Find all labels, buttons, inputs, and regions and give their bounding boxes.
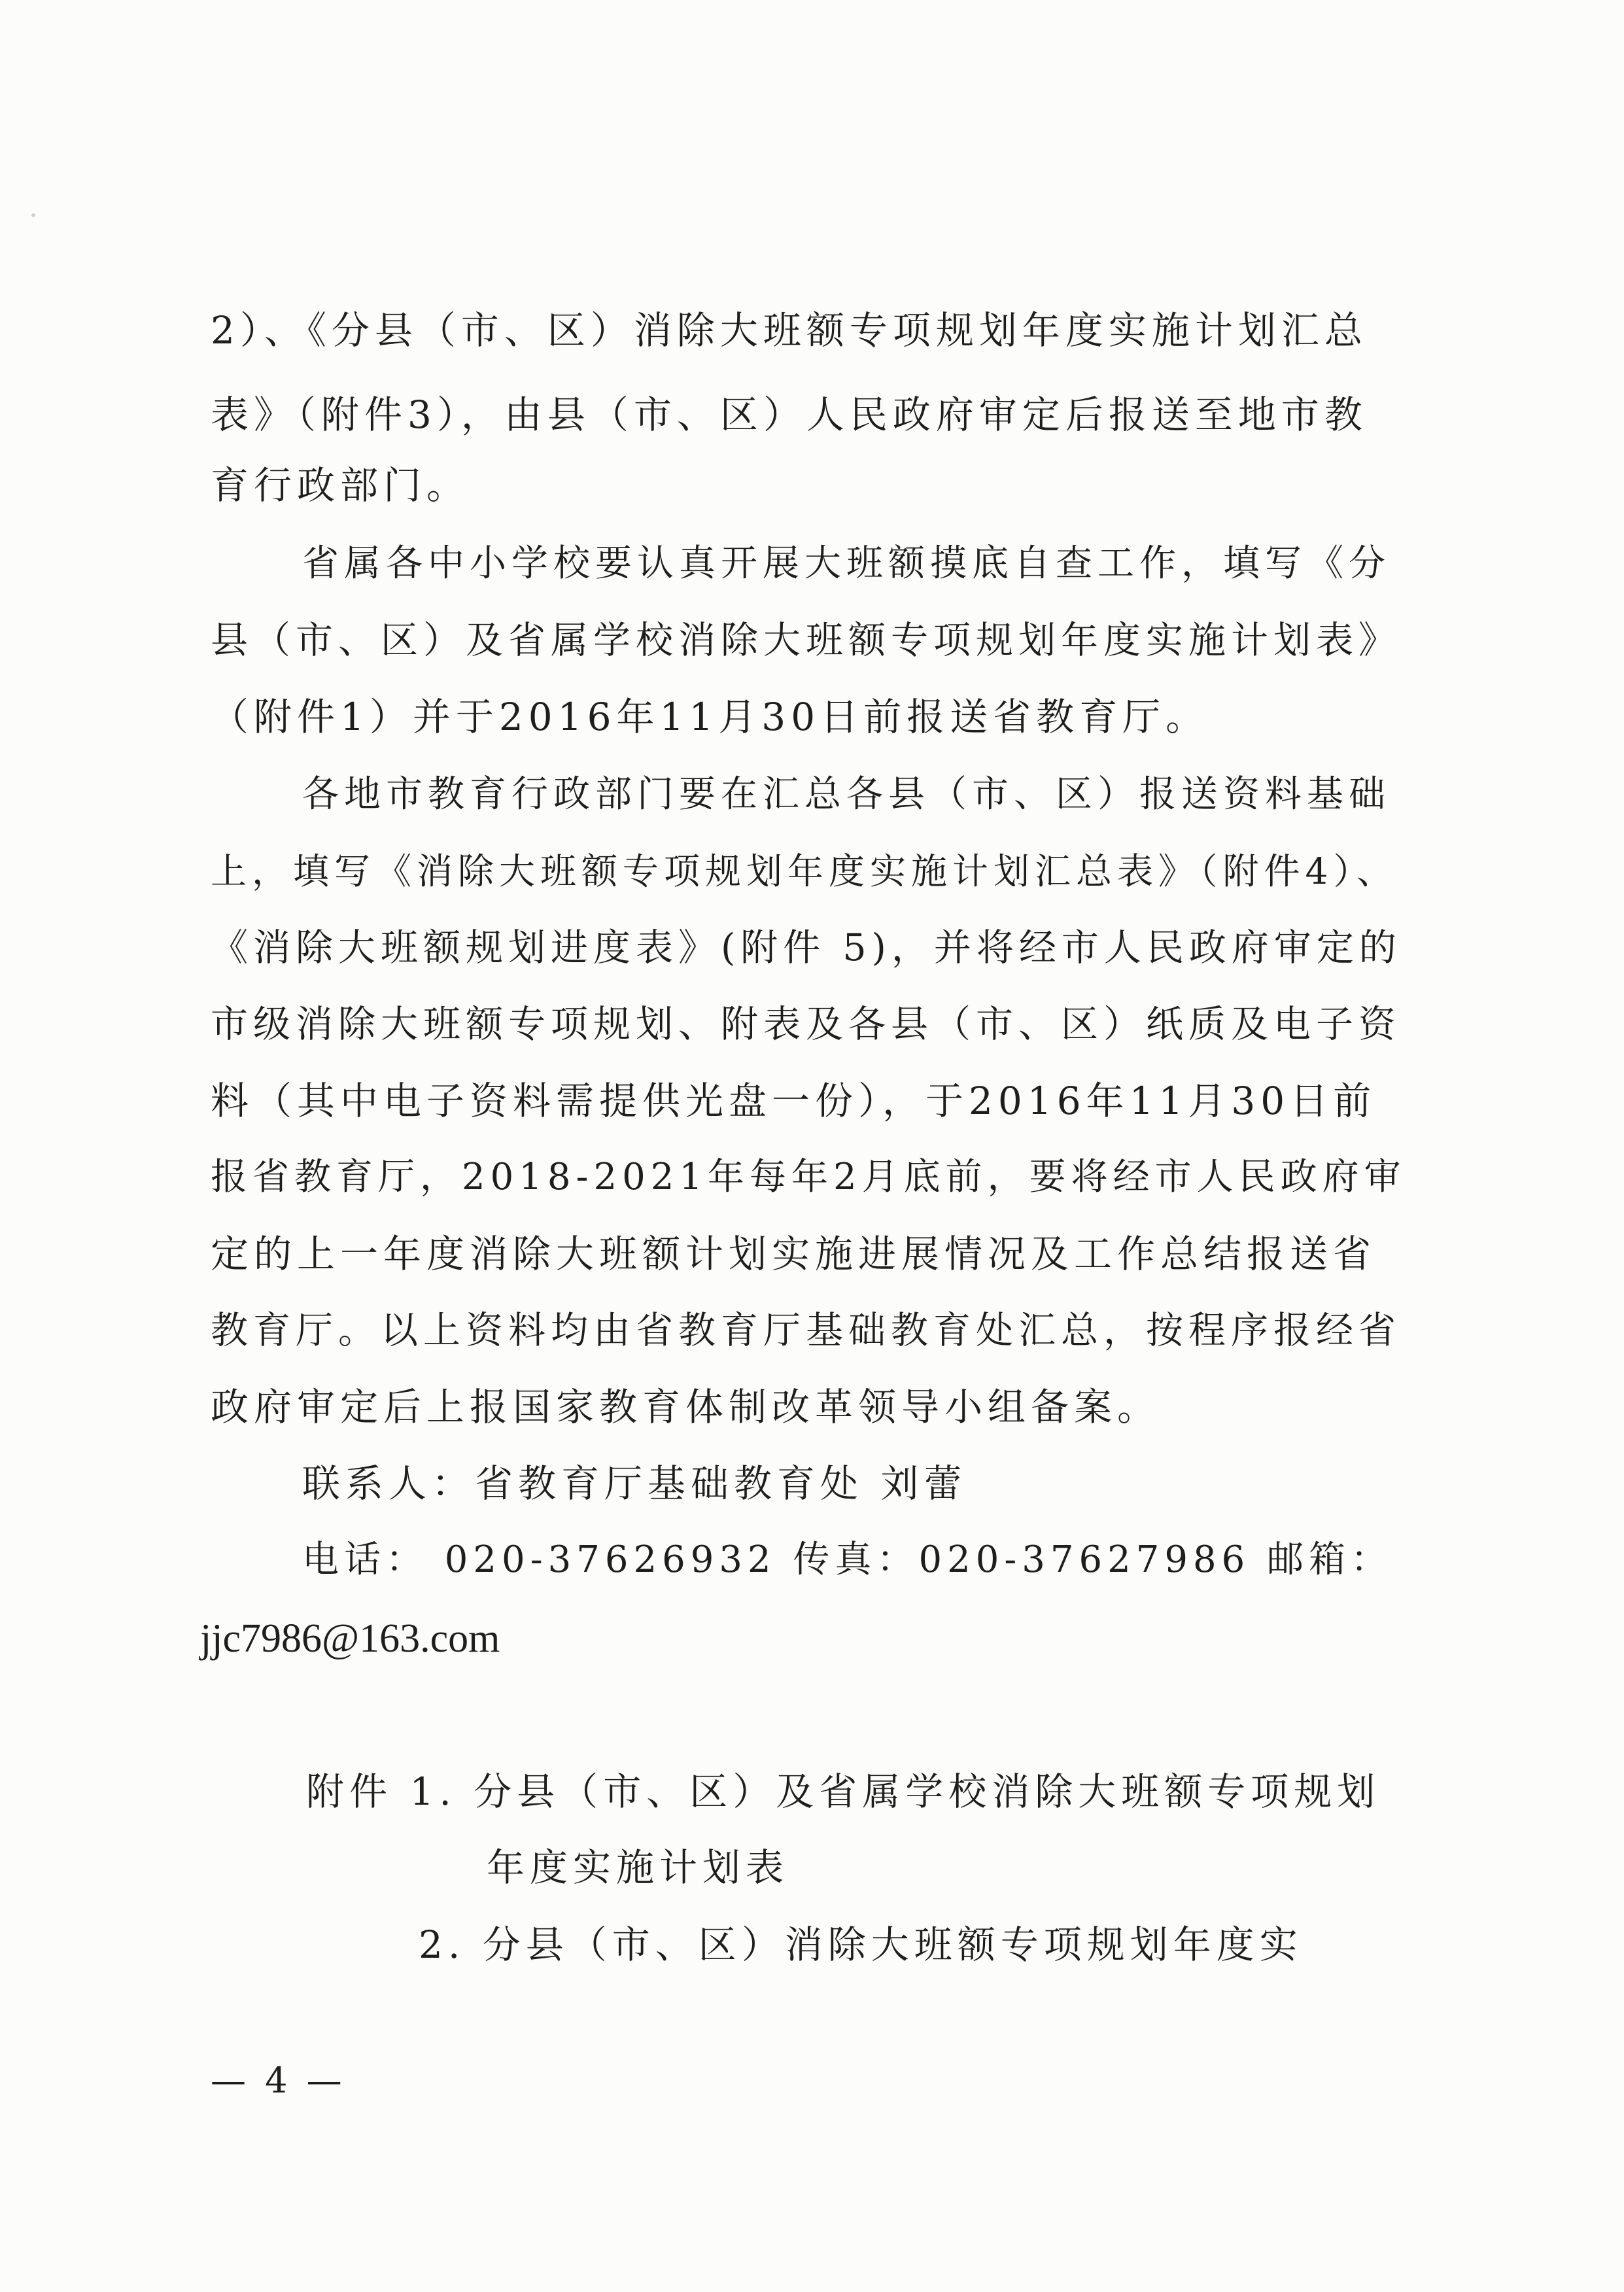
paragraph-1-line-1: 2）、《分县（市、区）消除大班额专项规划年度实施计划汇总 <box>211 308 1368 353</box>
paragraph-3-line-3: 《消除大班额规划进度表》(附件 5)，并将经市人民政府审定的 <box>211 926 1402 969</box>
paragraph-1-line-3: 育行政部门。 <box>211 463 470 508</box>
paragraph-3-line-6: 报省教育厅，2018-2021年每年2月底前，要将经市人民政府审 <box>211 1156 1406 1198</box>
attachment-1: 附件 1. 分县（市、区）及省属学校消除大班额专项规划 <box>306 1769 1381 1814</box>
paragraph-3-line-8: 教育厅。以上资料均由省教育厅基础教育处汇总，按程序报经省 <box>211 1309 1401 1352</box>
paragraph-3-line-5: 料（其中电子资料需提供光盘一份），于2016年11月30日前 <box>211 1079 1377 1123</box>
paragraph-3-line-9: 政府审定后上报国家教育体制改革领导小组备案。 <box>211 1385 1161 1429</box>
paragraph-2-line-1: 省属各中小学校要认真开展大班额摸底自查工作，填写《分 <box>302 542 1391 585</box>
contact-phone-fax: 电话： 020-37626932 传真：020-37627986 邮箱： <box>302 1538 1393 1581</box>
paragraph-2-line-2: 县（市、区）及省属学校消除大班额专项规划年度实施计划表》 <box>211 619 1401 662</box>
contact-email: jjc7986@163.com <box>200 1616 500 1661</box>
paragraph-3-line-4: 市级消除大班额专项规划、附表及各县（市、区）纸质及电子资 <box>211 1003 1401 1046</box>
paragraph-3-line-2: 上，填写《消除大班额专项规划年度实施计划汇总表》（附件4）、 <box>211 850 1398 892</box>
paragraph-3-line-1: 各地市教育行政部门要在汇总各县（市、区）报送资料基础 <box>302 773 1391 816</box>
attachment-1-continued: 年度实施计划表 <box>487 1845 789 1890</box>
paragraph-1-line-2: 表》（附件3），由县（市、区）人民政府审定后报送至地市教 <box>211 392 1368 437</box>
scan-speck <box>31 213 35 217</box>
attachment-2: 2. 分县（市、区）消除大班额专项规划年度实 <box>419 1922 1303 1967</box>
paragraph-3-line-7: 定的上一年度消除大班额计划实施进展情况及工作总结报送省 <box>211 1232 1377 1276</box>
paragraph-2-line-3: （附件1）并于2016年11月30日前报送省教育厅。 <box>211 695 1209 739</box>
page-number: — 4 — <box>211 2060 346 2101</box>
contact-person: 联系人：省教育厅基础教育处 刘蕾 <box>302 1461 967 1506</box>
